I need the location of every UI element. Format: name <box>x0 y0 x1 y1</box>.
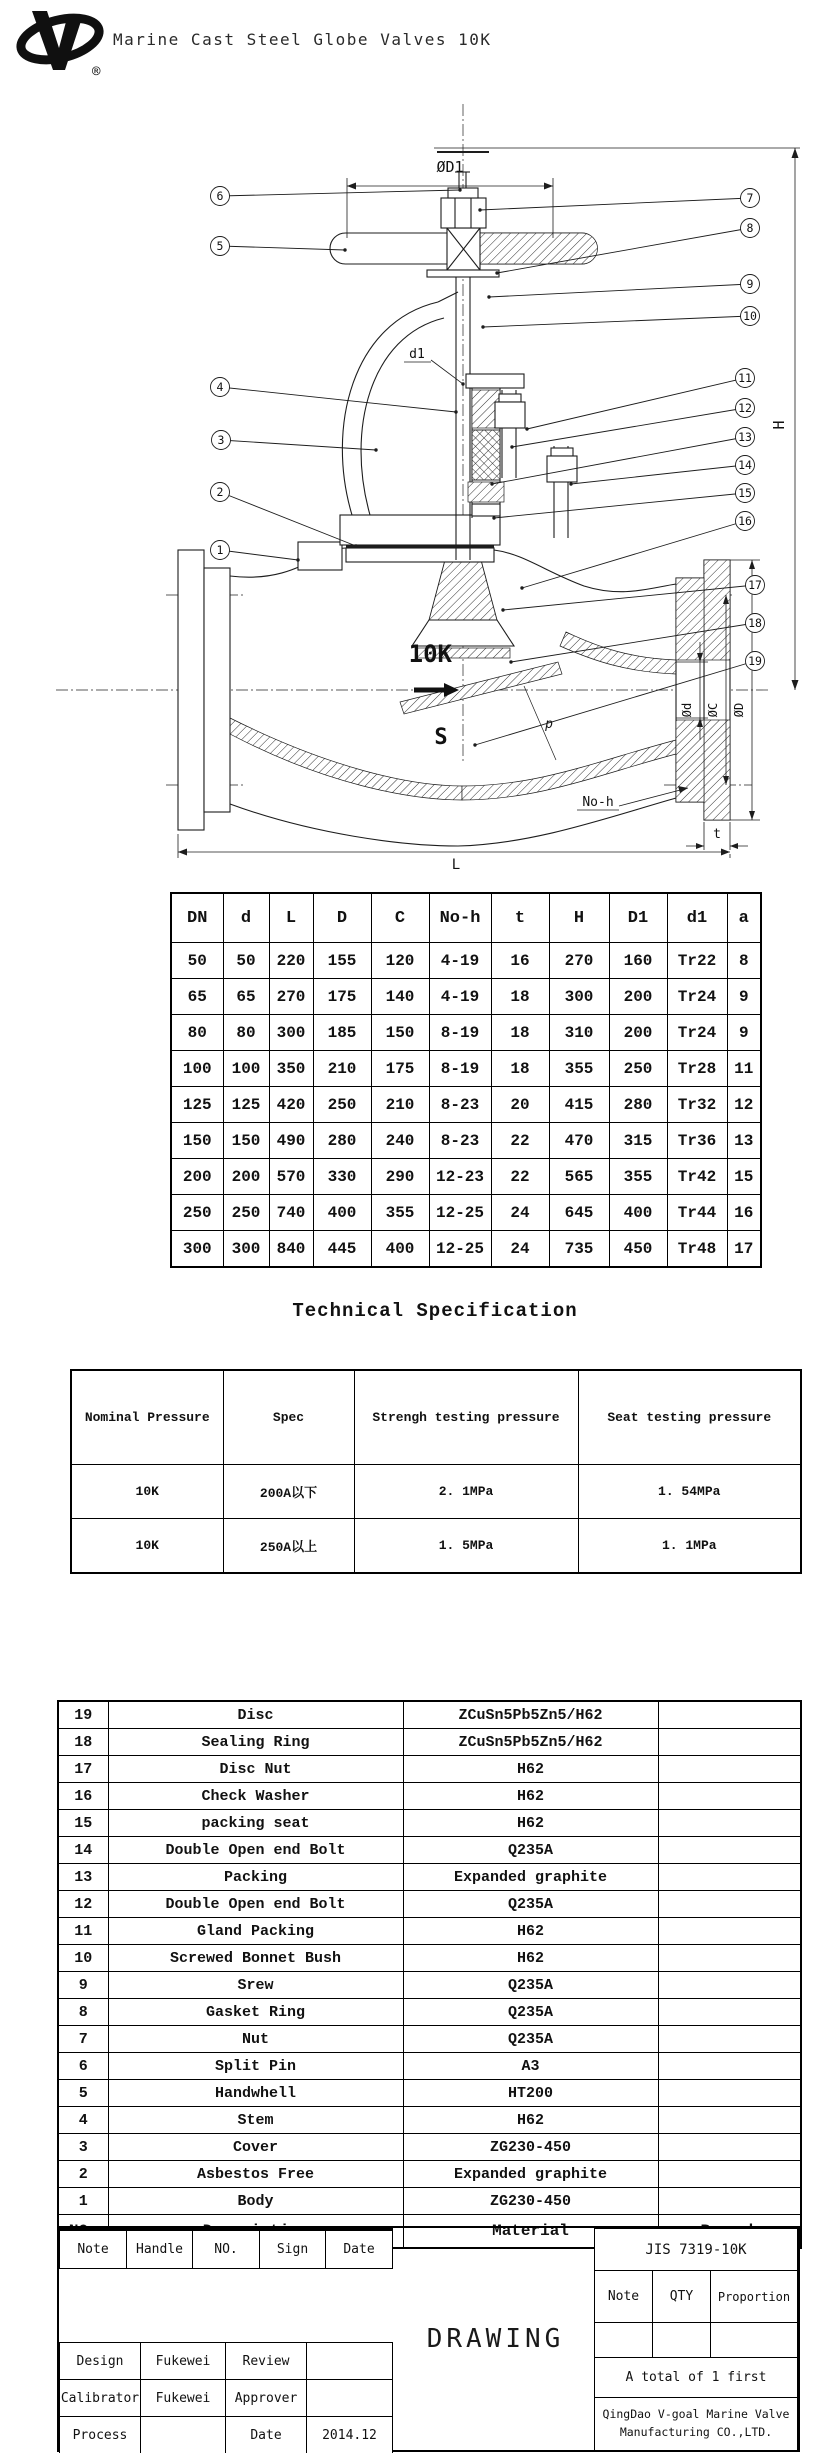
spec-section-title: Technical Specification <box>292 1300 578 1322</box>
label-rho: p <box>545 717 553 732</box>
label-dia-d: Ød <box>680 702 694 718</box>
table-row <box>594 2323 797 2358</box>
table-row: 50 50 220 155 120 4-19 16 270 160 Tr22 8 <box>171 943 761 979</box>
centerlines <box>56 104 770 785</box>
table-header-row: DN d L D C No-h t H D1 d1 a <box>171 893 761 943</box>
table-row: 200 200 570 330 290 12-23 22 565 355 Tr42 15 <box>171 1159 761 1195</box>
svg-text:14: 14 <box>738 458 752 472</box>
table-header-row: Note Handle NO. Sign Date <box>60 2231 393 2269</box>
table-row: 13 Packing Expanded graphite <box>58 1864 801 1891</box>
table-row: Design Fukewei Review <box>60 2343 393 2380</box>
callout-9 <box>487 275 759 299</box>
label-t: t <box>713 827 721 842</box>
table-row: 12 Double Open end Bolt Q235A <box>58 1891 801 1918</box>
callout-5 <box>211 237 347 256</box>
title-block-info-grid <box>594 2228 798 2451</box>
title-block-sign-grid <box>59 2228 393 2269</box>
sheet-total: A total of 1 first <box>594 2358 797 2398</box>
drawing-label: DRAWING <box>426 2324 565 2354</box>
svg-text:10: 10 <box>743 309 757 323</box>
svg-text:4: 4 <box>216 380 224 394</box>
label-dia-c: ØC <box>706 702 720 718</box>
svg-text:6: 6 <box>216 189 224 203</box>
parts-list-table <box>57 1700 802 2249</box>
label-dia-d-outer: ØD <box>732 702 746 718</box>
table-row: 17 Disc Nut H62 <box>58 1756 801 1783</box>
svg-text:3: 3 <box>217 433 225 447</box>
company-name <box>594 2398 797 2451</box>
table-row: 65 65 270 175 140 4-19 18 300 200 Tr24 9 <box>171 979 761 1015</box>
title-block <box>57 2226 800 2452</box>
drawing-label-cell <box>392 2228 599 2450</box>
table-row: 6 Split Pin A3 <box>58 2053 801 2080</box>
label-height-h: H <box>770 420 788 430</box>
table-row: 150 150 490 280 240 8-23 22 470 315 Tr36 13 <box>171 1123 761 1159</box>
table-row: 80 80 300 185 150 8-19 18 310 200 Tr24 9 <box>171 1015 761 1051</box>
svg-text:12: 12 <box>738 401 752 415</box>
vgoal-logo <box>14 6 110 84</box>
label-pressure-class: 10K <box>408 640 452 668</box>
callout-15 <box>492 484 754 520</box>
registered-icon: ® <box>92 64 101 80</box>
callout-14 <box>569 456 754 486</box>
svg-text:2: 2 <box>216 485 224 499</box>
svg-text:5: 5 <box>216 239 224 253</box>
table-row: 125 125 420 250 210 8-23 20 415 280 Tr32 12 <box>171 1087 761 1123</box>
table-row: 250 250 740 400 355 12-25 24 645 400 Tr44 16 <box>171 1195 761 1231</box>
table-row: 10K 250A以上 1. 5MPa 1. 1MPa <box>71 1519 801 1574</box>
table-row <box>594 2398 797 2451</box>
table-header-row: Note QTY Proportion <box>594 2271 797 2323</box>
callout-6 <box>211 187 462 206</box>
table-row: 19 Disc ZCuSn5Pb5Zn5/H62 <box>58 1701 801 1729</box>
table-row: 10K 200A以下 2. 1MPa 1. 54MPa <box>71 1465 801 1519</box>
svg-text:9: 9 <box>746 277 754 291</box>
label-s: S <box>434 725 448 750</box>
table-row: 10 Screwed Bonnet Bush H62 <box>58 1945 801 1972</box>
title-block-approval-grid <box>59 2342 393 2453</box>
callout-1 <box>211 541 300 562</box>
company-line-2: Manufacturing CO.,LTD. <box>619 2425 773 2439</box>
table-row <box>594 2229 797 2271</box>
table-row: 9 Srew Q235A <box>58 1972 801 1999</box>
callout-4 <box>211 378 458 414</box>
label-dia-d1-top: ØD1 <box>436 158 464 176</box>
svg-text:18: 18 <box>748 616 762 630</box>
table-row: 11 Gland Packing H62 <box>58 1918 801 1945</box>
callout-3 <box>212 431 378 452</box>
svg-text:11: 11 <box>738 371 752 385</box>
table-row: 8 Gasket Ring Q235A <box>58 1999 801 2026</box>
svg-text:13: 13 <box>738 430 752 444</box>
table-header-row: Material <box>58 2215 801 2249</box>
drawing-code: JIS 7319-10K <box>594 2229 797 2271</box>
label-d1: d1 <box>409 347 425 362</box>
svg-text:8: 8 <box>746 221 754 235</box>
table-row: 7 Nut Q235A <box>58 2026 801 2053</box>
svg-text:16: 16 <box>738 514 752 528</box>
table-row: 16 Check Washer H62 <box>58 1783 801 1810</box>
table-row: 300 300 840 445 400 12-25 24 735 450 Tr48 17 <box>171 1231 761 1268</box>
page-title: Marine Cast Steel Globe Valves 10K <box>113 30 492 49</box>
callout-2 <box>211 483 358 548</box>
company-line-1: QingDao V-goal Marine Valve <box>602 2407 790 2422</box>
table-row: Process Date 2014.12 <box>60 2417 393 2453</box>
table-row: 18 Sealing Ring ZCuSn5Pb5Zn5/H62 <box>58 1729 801 1756</box>
table-row: 3 Cover ZG230-450 <box>58 2134 801 2161</box>
table-row: 4 Stem H62 <box>58 2107 801 2134</box>
callout-10 <box>481 307 759 329</box>
svg-text:17: 17 <box>748 578 762 592</box>
svg-text:15: 15 <box>738 486 752 500</box>
table-row: 14 Double Open end Bolt Q235A <box>58 1837 801 1864</box>
table-row: 1 Body ZG230-450 <box>58 2188 801 2215</box>
table-row: 15 packing seat H62 <box>58 1810 801 1837</box>
callout-13 <box>490 428 754 486</box>
label-l: L <box>451 857 461 870</box>
table-header-row: Nominal Pressure Spec Strengh testing pressure Seat testing pressure <box>71 1370 801 1465</box>
label-no-h: No-h <box>582 795 614 810</box>
callout-12 <box>510 399 754 449</box>
valve-section-drawing <box>0 90 830 870</box>
svg-text:7: 7 <box>746 191 754 205</box>
technical-spec-table <box>70 1369 802 1574</box>
table-row <box>594 2358 797 2398</box>
table-row: 100 100 350 210 175 8-19 18 355 250 Tr28 11 <box>171 1051 761 1087</box>
callout-7 <box>478 189 759 212</box>
table-row: 5 Handwhell HT200 <box>58 2080 801 2107</box>
table-row: Calibrator Fukewei Approver <box>60 2380 393 2417</box>
table-row: 2 Asbestos Free Expanded graphite <box>58 2161 801 2188</box>
svg-text:1: 1 <box>216 543 224 557</box>
callout-11 <box>525 369 754 431</box>
dimension-table <box>170 892 762 1268</box>
svg-text:19: 19 <box>748 654 762 668</box>
